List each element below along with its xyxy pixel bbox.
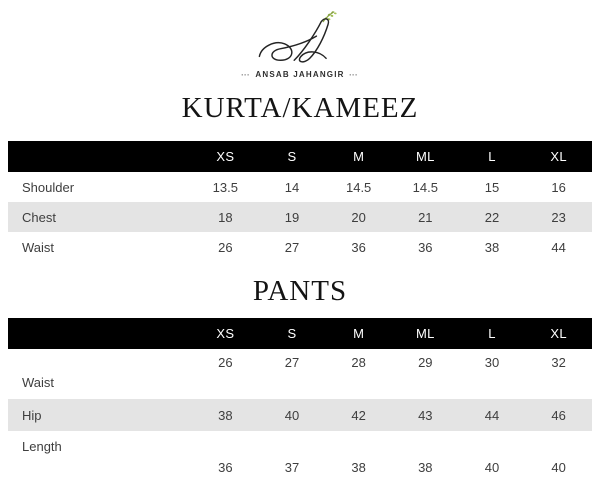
row-label: Waist: [22, 239, 55, 255]
column-header-l: L: [459, 141, 526, 172]
size-value: 37: [284, 460, 300, 475]
size-value: 36: [218, 460, 233, 475]
size-value: 19: [259, 202, 326, 232]
size-table-pants: [8, 318, 592, 482]
corner-cell: [8, 318, 192, 349]
size-value: 36: [351, 239, 366, 255]
row-label: Chest: [8, 202, 192, 232]
size-value: 30: [484, 355, 500, 370]
column-header-l: L: [459, 318, 526, 349]
size-value: 46: [525, 399, 592, 431]
size-value: 26: [218, 239, 233, 255]
ornament-right-icon: ▪▪▪: [349, 71, 359, 77]
size-value: 40: [484, 460, 500, 475]
size-value: 14.5: [345, 179, 372, 195]
row-label: Hip: [8, 399, 192, 431]
section-kurta-kameez: [0, 92, 600, 262]
size-value: 43: [392, 399, 459, 431]
row-label: Length: [22, 439, 62, 454]
table-row-shoulder: [8, 172, 592, 202]
size-value: 32: [551, 355, 566, 370]
column-header-xs: XS: [192, 141, 259, 172]
table-row-waist: [8, 349, 592, 399]
size-value: 27: [284, 239, 300, 255]
table-row-chest: [8, 202, 592, 232]
brand-name: ANSAB JAHANGIR: [255, 70, 345, 79]
ornament-left-icon: ▪▪▪: [241, 71, 251, 77]
size-value: 40: [259, 399, 326, 431]
size-value: 26: [218, 355, 233, 370]
table-row-length: [8, 431, 592, 482]
size-value: 44: [459, 399, 526, 431]
size-value: 27: [284, 355, 300, 370]
size-value: 38: [351, 460, 366, 475]
brand-name-line: [0, 69, 600, 80]
table-row-waist: [8, 232, 592, 262]
size-value: 18: [192, 202, 259, 232]
column-header-xl: XL: [525, 141, 592, 172]
size-value: 23: [525, 202, 592, 232]
column-header-m: M: [325, 141, 392, 172]
leaf-sprig-icon: [323, 11, 337, 22]
pants-header-row: [8, 318, 592, 349]
table-row-hip: [8, 399, 592, 431]
column-header-xl: XL: [525, 318, 592, 349]
size-value: 28: [351, 355, 366, 370]
section-pants: [0, 275, 600, 482]
size-value: 44: [551, 239, 566, 255]
kurta-header-row: [8, 141, 592, 172]
section-title-pants: PANTS: [252, 275, 348, 307]
size-value: 29: [418, 355, 433, 370]
size-value: 21: [392, 202, 459, 232]
size-value: 38: [418, 460, 433, 475]
column-header-s: S: [259, 318, 326, 349]
size-value: 42: [325, 399, 392, 431]
corner-cell: [8, 141, 192, 172]
size-value: 15: [484, 179, 500, 195]
size-table-kurta-kameez: [8, 141, 592, 262]
column-header-m: M: [325, 318, 392, 349]
size-value: 38: [484, 239, 500, 255]
size-value: 14.5: [412, 179, 438, 195]
size-value: 13.5: [212, 179, 238, 195]
size-value: 22: [459, 202, 526, 232]
column-header-ml: ML: [392, 318, 459, 349]
brand-header: [0, 0, 600, 80]
size-value: 14: [284, 179, 300, 195]
section-title-kurta-kameez: KURTA/KAMEEZ: [181, 92, 419, 124]
brand-monogram-logo-icon: [244, 10, 356, 68]
size-value: 40: [551, 460, 566, 475]
size-value: 38: [192, 399, 259, 431]
row-label: Shoulder: [22, 179, 75, 195]
column-header-xs: XS: [192, 318, 259, 349]
row-label: Waist: [22, 375, 55, 390]
size-value: 20: [325, 202, 392, 232]
size-value: 16: [551, 179, 566, 195]
column-header-ml: ML: [392, 141, 459, 172]
column-header-s: S: [259, 141, 326, 172]
monogram-strokes: [259, 19, 328, 62]
size-value: 36: [418, 239, 433, 255]
